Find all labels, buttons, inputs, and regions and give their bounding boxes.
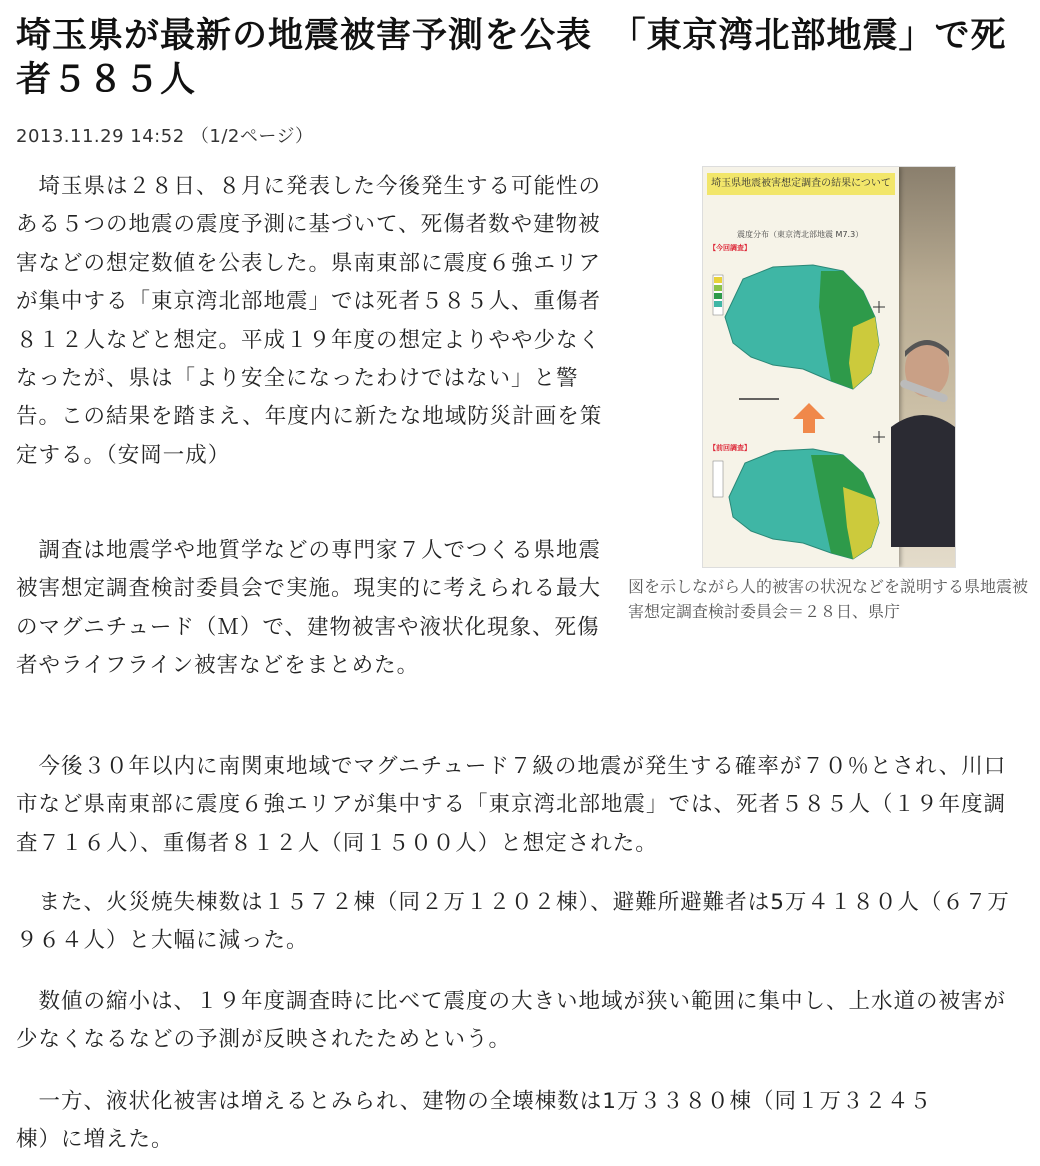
map-top-label: 震度分布（東京湾北部地震 M7.3）	[737, 230, 864, 239]
photo-caption: 図を示しながら人的被害の状況などを説明する県地震被害想定調査検討委員会＝２８日、県庁	[628, 577, 1029, 621]
official-person	[891, 307, 955, 547]
article-paragraph: また、火災焼失棟数は１５７２棟（同２万１２０２棟）、避難所避難者は5万４１８０人（６７万９６４人）と大幅に減った。	[16, 890, 1010, 954]
article-headline: 埼玉県が最新の地震被害予測を公表 「東京湾北部地震」で死者５８５人	[16, 16, 1007, 100]
presentation-board	[703, 167, 899, 567]
article-paragraph: 調査は地震学や地質学などの専門家７人でつくる県地震被害想定調査検討委員会で実施。現実的に考えられる最大のマグニチュード（Ｍ）で、建物被害や液状化現象、死傷者やライフライン被害などをまとめた。	[16, 538, 602, 679]
article-paragraph: 埼玉県は２８日、８月に発表した今後発生する可能性のある５つの地震の震度予測に基づいて、死傷者数や建物被害などの想定数値を公表した。県南東部に震度６強エリアが集中する「東京湾北部地震」では死者５８５人、重傷者８１２人などと想定。平成１９年度の想定よりやや少なくなったが、県は「より安全になったわけではない」と警告。この結果を踏まえ、年度内に新たな地域防災計画を策定する。（安岡一成）	[16, 174, 603, 468]
map-bottom-tag: 【前回調査】	[709, 444, 751, 452]
seismic-map-current	[703, 167, 899, 567]
article-photo[interactable]	[702, 166, 956, 568]
article-paragraph: 数値の縮小は、１９年度調査時に比べて震度の大きい地域が狭い範囲に集中し、上水道の被害が少なくなるなどの予測が反映されたためという。	[16, 989, 1007, 1053]
article-paragraph: 一方、液状化被害は増えるとみられ、建物の全壊棟数は1万３３８０棟（同１万３２４５棟）に増えた。	[16, 1089, 932, 1153]
board-title: 埼玉県地震被害想定調査の結果について	[707, 173, 895, 195]
article-dateline: 2013.11.29 14:52 （1/2ページ）	[16, 126, 314, 147]
article-paragraph: 今後３０年以内に南関東地域でマグニチュード７級の地震が発生する確率が７０％とされ、川口市など県南東部に震度６強エリアが集中する「東京湾北部地震」では、死者５８５人（１９年度調査７１６人）、重傷者８１２人（同１５００人）と想定された。	[16, 754, 1007, 856]
arrow-up-icon	[793, 403, 825, 433]
map-top-tag: 【今回調査】	[709, 244, 751, 252]
